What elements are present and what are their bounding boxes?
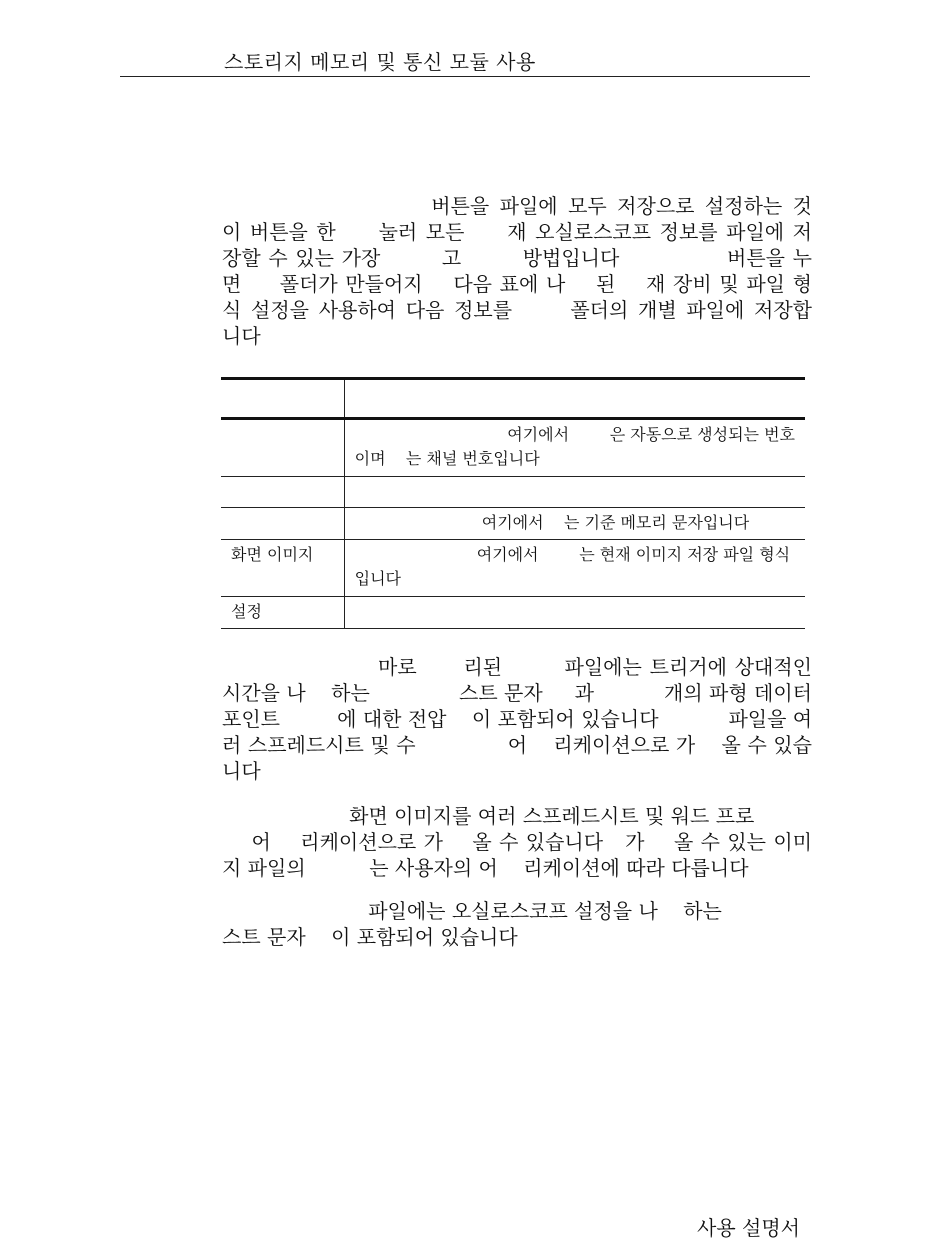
- setup-paragraph: [222, 898, 812, 950]
- text-line: 식 설정을 사용하여 다음 정보를 폴더의 개별 파일에 저장합: [222, 298, 812, 322]
- table-row: [221, 508, 805, 540]
- table-cell-name: [221, 508, 344, 540]
- text-line: 화면 이미지를 여러 스프레드시트 및 워드 프로: [222, 804, 755, 828]
- text-line: 스트 문자 이 포함되어 있습니다: [222, 925, 518, 949]
- table-cell-name: [221, 477, 344, 508]
- table-cell-name: [221, 419, 344, 477]
- csv-paragraph: [222, 654, 812, 784]
- table-header-cell: [221, 379, 344, 419]
- saved-files-table: [221, 377, 805, 629]
- cell-text-line: 여기에서 는 현재 이미지 저장 파일 형식: [354, 545, 791, 564]
- running-header: 스토리지 메모리 및 통신 모듈 사용: [224, 50, 536, 74]
- text-line: 니다: [222, 324, 261, 348]
- image-paragraph: [222, 803, 812, 881]
- text-line: 지 파일의 는 사용자의 어 리케이션에 따라 다릅니다: [222, 856, 749, 880]
- table-cell-desc: [344, 597, 805, 629]
- text-line: 포인트 에 대한 전압 이 포함되어 있습니다 파일을 여: [222, 707, 812, 731]
- table-header-cell: [344, 379, 805, 419]
- table-cell-desc: [344, 540, 805, 597]
- text-line: 마로 리된 파일에는 트리거에 상대적인: [222, 655, 812, 679]
- header-rule: [120, 76, 810, 77]
- table-row: [221, 477, 805, 508]
- text-line: 어 리케이션으로 가 올 수 있습니다 가 올 수 있는 이미: [222, 830, 812, 854]
- cell-text-line: 입니다: [354, 569, 401, 588]
- table-cell-desc: [344, 508, 805, 540]
- running-footer: 사용 설명서: [697, 1216, 800, 1240]
- text-line: 이 버튼을 한 눌러 모든 재 오실로스코프 정보를 파일에 저: [222, 220, 812, 244]
- text-line: 시간을 나 하는 스트 문자 과 개의 파형 데이터: [222, 681, 812, 705]
- text-line: 니다: [222, 759, 261, 783]
- cell-text-line: 여기에서 은 자동으로 생성되는 번호: [354, 425, 795, 444]
- text-line: 면 폴더가 만들어지 다음 표에 나 된 재 장비 및 파일 형: [222, 272, 812, 296]
- text-line: 장할 수 있는 가장 고 방법입니다 버튼을 누: [222, 246, 812, 270]
- text-line: 버튼을 파일에 모두 저장으로 설정하는 것: [222, 194, 812, 218]
- text-line: 러 스프레드시트 및 수 어 리케이션으로 가 올 수 있습: [222, 733, 812, 757]
- table-row: [221, 540, 805, 597]
- table-cell-desc: [344, 477, 805, 508]
- text-line: 파일에는 오실로스코프 설정을 나 하는: [222, 899, 722, 923]
- table-cell-name: 설정: [221, 597, 344, 629]
- table-row: [221, 597, 805, 629]
- table-header-row: [221, 379, 805, 419]
- cell-text-line: 이며 는 채널 번호입니다: [354, 449, 540, 468]
- table-cell-name: 화면 이미지: [221, 540, 344, 597]
- table-row: [221, 419, 805, 477]
- intro-paragraph: [222, 193, 812, 349]
- table-cell-desc: [344, 419, 805, 477]
- cell-text-line: 여기에서 는 기준 메모리 문자입니다: [354, 513, 750, 532]
